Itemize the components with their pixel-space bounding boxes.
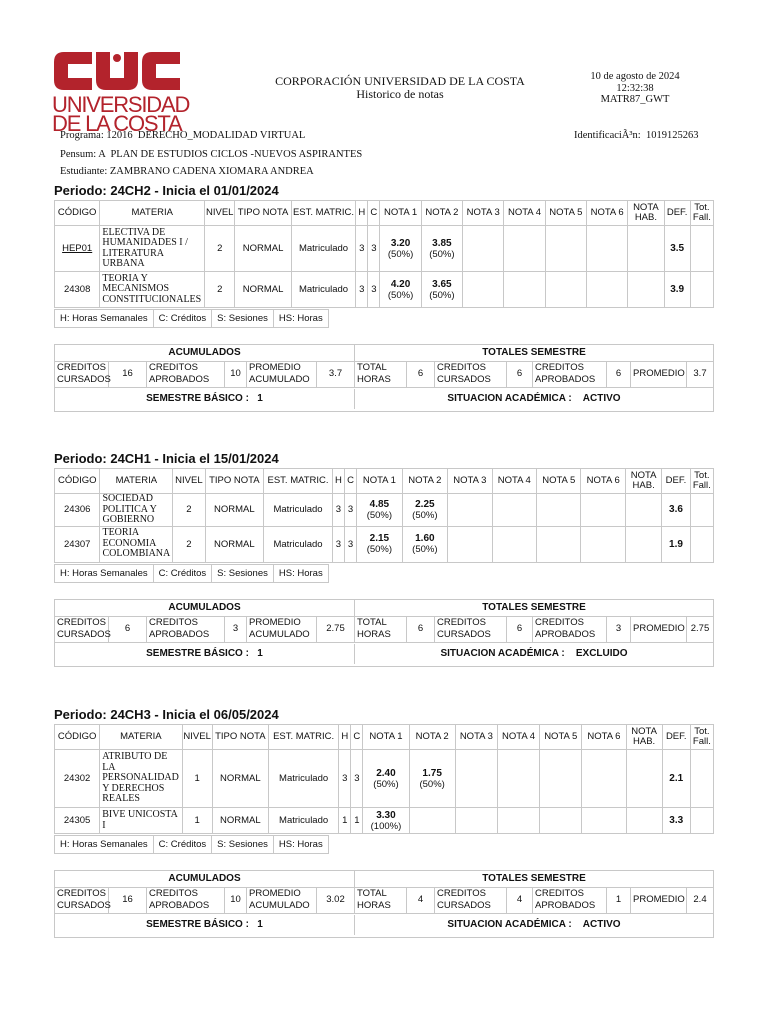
report-title: Historico de notas — [356, 87, 444, 101]
empty-grade-cell — [492, 526, 536, 562]
pensum-label: Pensum: A PLAN DE ESTUDIOS CICLOS -NUEVOS ASPIRANTES — [60, 149, 363, 160]
column-header: C — [345, 469, 357, 494]
basic-semester-value: 1 — [257, 919, 263, 930]
basic-semester — [55, 915, 355, 935]
semester-average-label: PROMEDIO — [631, 616, 687, 642]
column-header: DEF. — [662, 725, 690, 750]
empty-grade-cell — [448, 526, 492, 562]
grades-header-row — [55, 201, 714, 226]
empty-grade-cell — [540, 808, 582, 834]
grade-2-value: 2.25 — [415, 498, 435, 510]
column-header: NOTA 6 — [582, 725, 626, 750]
total-hours: 6 — [407, 616, 435, 642]
basic-semester-label: SEMESTRE BÁSICO : — [146, 647, 249, 659]
report-time: 12:32:38 — [616, 82, 654, 94]
semester-credits-taken: 6 — [507, 361, 533, 387]
semester-credits-taken-label: CREDITOS CURSADOS — [435, 361, 507, 387]
column-header: MATERIA — [100, 469, 173, 494]
column-header: CÓDIGO — [55, 725, 100, 750]
credits: 1 — [351, 808, 363, 834]
semester-credits-passed-label: CREDITOS APROBADOS — [533, 887, 607, 913]
empty-grade-cell — [628, 226, 664, 272]
semester-credits-passed-label: CREDITOS APROBADOS — [533, 616, 607, 642]
column-header: NOTA HAB. — [626, 725, 662, 750]
grade-2-weight: (50%) — [419, 778, 445, 790]
accumulated-credits-taken-label: CREDITOS CURSADOS — [57, 616, 111, 640]
column-header: NOTA 1 — [363, 725, 409, 750]
course-code: 24305 — [63, 815, 91, 826]
grades-table — [54, 468, 714, 563]
column-header: NOTA 2 — [409, 725, 455, 750]
column-header: NIVEL — [173, 469, 205, 494]
final-grade: 2.1 — [662, 750, 690, 808]
basic-semester — [55, 389, 355, 409]
course-level: 2 — [173, 526, 205, 562]
semester-average-label: PROMEDIO — [631, 887, 687, 913]
legend-item: S: Sesiones — [212, 836, 274, 854]
cuc-logo-mark — [52, 48, 182, 94]
absences-cell — [690, 526, 713, 562]
grade-1-weight: (50%) — [387, 289, 414, 301]
legend-item: HS: Horas — [273, 836, 328, 854]
column-header: TIPO NOTA — [205, 469, 264, 494]
semester-average: 2.75 — [690, 622, 710, 634]
course-name: BIVE UNICOSTA I — [100, 808, 182, 834]
grade-2-weight: (50%) — [429, 248, 455, 260]
period-title: Periodo: 24CH3 - Inicia el 06/05/2024 — [54, 707, 279, 722]
accumulated-credits-passed: 10 — [225, 361, 247, 387]
grades-header-row — [55, 469, 714, 494]
academic-status-label: SITUACION ACADÉMICA : — [447, 393, 572, 404]
accumulated-average: 3.02 — [317, 887, 355, 913]
course-code-cell — [55, 272, 100, 308]
academic-status-value: ACTIVO — [582, 393, 621, 404]
column-header: C — [368, 201, 380, 226]
weekly-hours: 3 — [356, 226, 368, 272]
column-header: NOTA 4 — [497, 725, 539, 750]
legend-table — [54, 564, 329, 583]
grade-type: NORMAL — [235, 226, 291, 272]
column-header: NOTA 2 — [421, 201, 462, 226]
grade-1-value: 4.85 — [369, 498, 390, 510]
semester-summary — [54, 599, 714, 667]
empty-grade-cell — [626, 750, 662, 808]
credits: 3 — [345, 494, 357, 527]
grade-type: NORMAL — [212, 808, 268, 834]
column-header: Tot. Fall. — [690, 725, 713, 750]
empty-grade-cell — [628, 272, 664, 308]
column-header: NOTA 1 — [357, 469, 402, 494]
column-header: NOTA 5 — [545, 201, 586, 226]
academic-status-value: EXCLUIDO — [575, 647, 628, 659]
enrollment-status: Matriculado — [268, 808, 338, 834]
report-code: MATR87_GWT — [600, 94, 670, 105]
grade-2-cell — [421, 272, 462, 308]
credits: 3 — [345, 526, 357, 562]
course-code: 24308 — [63, 284, 91, 295]
grade-1-cell — [357, 526, 402, 562]
column-header: C — [351, 725, 363, 750]
semester-totals-heading: TOTALES SEMESTRE — [482, 873, 586, 884]
legend-item: S: Sesiones — [212, 310, 274, 328]
column-header: NOTA 4 — [492, 469, 536, 494]
accumulated-heading: ACUMULADOS — [55, 871, 355, 887]
total-hours: 6 — [407, 361, 435, 387]
semester-credits-passed: 3 — [607, 616, 631, 642]
course-code-cell — [55, 750, 100, 808]
empty-grade-cell — [448, 494, 492, 527]
column-header: CÓDIGO — [55, 469, 100, 494]
academic-status — [355, 915, 713, 935]
final-grade: 3.5 — [664, 226, 690, 272]
semester-credits-passed: 1 — [607, 887, 631, 913]
legend-item: HS: Horas — [273, 564, 328, 582]
table-row — [55, 808, 714, 834]
university-logo — [52, 48, 190, 136]
course-code-link[interactable]: HEP01 — [62, 243, 93, 254]
empty-grade-cell — [545, 226, 586, 272]
column-header: NOTA HAB. — [628, 201, 664, 226]
course-code: 24307 — [64, 538, 91, 550]
period-title: Periodo: 24CH2 - Inicia el 01/01/2024 — [54, 183, 279, 198]
empty-grade-cell — [626, 808, 662, 834]
empty-grade-cell — [540, 750, 582, 808]
accumulated-credits-passed-label: CREDITOS APROBADOS — [147, 361, 225, 387]
total-hours: 4 — [407, 887, 435, 913]
grade-type: NORMAL — [235, 272, 291, 308]
column-header: TIPO NOTA — [235, 201, 291, 226]
report-date: 10 de agosto de 2024 — [590, 71, 680, 82]
period-section — [54, 450, 714, 667]
semester-totals-heading: TOTALES SEMESTRE — [482, 347, 586, 358]
course-code-cell[interactable] — [55, 226, 100, 272]
empty-grade-cell — [463, 226, 504, 272]
column-header: NOTA 5 — [540, 725, 582, 750]
grade-2-weight: (50%) — [412, 509, 438, 521]
logo-line-1: UNIVERSIDAD — [52, 92, 190, 117]
semester-credits-taken: 4 — [507, 887, 533, 913]
empty-grade-cell — [492, 494, 536, 527]
empty-grade-cell — [504, 272, 545, 308]
semester-average: 3.7 — [693, 368, 707, 379]
grades-table — [54, 724, 714, 834]
legend-item: C: Créditos — [153, 564, 212, 582]
period-section — [54, 182, 714, 412]
enrollment-status: Matriculado — [264, 494, 333, 527]
institution-name: CORPORACIÓN UNIVERSIDAD DE LA COSTA — [275, 74, 525, 88]
semester-credits-taken: 6 — [507, 616, 533, 642]
grade-2-value: 1.60 — [415, 533, 435, 544]
column-header: H — [356, 201, 368, 226]
enrollment-status: Matriculado — [268, 750, 338, 808]
course-code-cell — [55, 808, 100, 834]
course-name: ATRIBUTO DE LA PERSONALIDAD Y DERECHOS REALES — [100, 750, 182, 808]
total-hours-label: TOTAL HORAS — [355, 361, 407, 387]
grades-table — [54, 200, 714, 308]
final-grade: 3.6 — [662, 494, 690, 527]
course-name: SOCIEDAD POLITICA Y GOBIERNO — [100, 494, 173, 527]
legend-item: H: Horas Semanales — [55, 310, 154, 328]
period-section — [54, 706, 714, 938]
grade-1-cell — [363, 808, 409, 834]
course-name: TEORIA Y MECANISMOS CONSTITUCIONALES — [100, 272, 205, 308]
course-code-cell — [55, 526, 100, 562]
grade-1-cell — [363, 750, 409, 808]
report-timestamp — [570, 71, 700, 106]
column-header: NOTA 5 — [537, 469, 581, 494]
column-header: H — [332, 469, 344, 494]
semester-average: 2.4 — [693, 894, 707, 905]
program-label: Programa: 12016 DERECHO_MODALIDAD VIRTUAL — [60, 130, 306, 141]
basic-semester-label: SEMESTRE BÁSICO : — [146, 393, 249, 404]
grade-1-cell — [380, 226, 421, 272]
empty-grade-cell — [586, 272, 627, 308]
legend-item: C: Créditos — [153, 310, 212, 328]
column-header: H — [339, 725, 351, 750]
enrollment-status: Matriculado — [291, 226, 355, 272]
empty-grade-cell — [581, 526, 625, 562]
accumulated-average-label: PROMEDIO ACUMULADO — [247, 361, 317, 387]
grade-1-weight: (100%) — [370, 820, 402, 832]
absences-cell — [690, 808, 713, 834]
grade-2-value: 3.85 — [432, 237, 452, 249]
accumulated-credits-taken: 16 — [109, 887, 147, 913]
column-header: NOTA 1 — [380, 201, 421, 226]
legend-table — [54, 309, 329, 328]
basic-semester — [55, 644, 355, 664]
grade-1-value: 3.30 — [376, 809, 396, 821]
accumulated-heading: ACUMULADOS — [55, 600, 355, 616]
weekly-hours: 1 — [339, 808, 351, 834]
accumulated-credits-taken-label: CREDITOS CURSADOS — [57, 888, 111, 911]
student-name-label: Estudiante: ZAMBRANO CADENA XIOMARA ANDREA — [60, 166, 314, 177]
enrollment-status: Matriculado — [291, 272, 355, 308]
legend-item: HS: Horas — [273, 310, 328, 328]
absences-cell — [690, 272, 713, 308]
legend-item: S: Sesiones — [212, 564, 274, 582]
semester-average-label: PROMEDIO — [631, 361, 687, 387]
column-header: NOTA 3 — [463, 201, 504, 226]
course-name: ELECTIVA DE HUMANIDADES I / LITERATURA URBANA — [100, 226, 205, 272]
course-code: 24302 — [63, 773, 91, 784]
column-header: NOTA 2 — [402, 469, 447, 494]
accumulated-credits-taken: 6 — [109, 616, 147, 642]
grade-2-cell — [409, 808, 455, 834]
weekly-hours: 3 — [339, 750, 351, 808]
grade-2-weight: (50%) — [429, 289, 455, 301]
grade-1-weight: (50%) — [373, 778, 399, 790]
column-header: EST. MATRIC. — [291, 201, 355, 226]
empty-grade-cell — [537, 526, 581, 562]
semester-summary — [54, 870, 714, 938]
empty-grade-cell — [504, 226, 545, 272]
grade-1-value: 3.20 — [390, 237, 411, 249]
semester-credits-taken-label: CREDITOS CURSADOS — [435, 616, 507, 642]
grade-type: NORMAL — [205, 526, 264, 562]
column-header: NOTA 6 — [586, 201, 627, 226]
grade-2-value: 3.65 — [432, 278, 452, 290]
empty-grade-cell — [497, 808, 539, 834]
column-header: TIPO NOTA — [212, 725, 268, 750]
column-header: CÓDIGO — [55, 201, 100, 226]
basic-semester-label: SEMESTRE BÁSICO : — [146, 919, 249, 930]
basic-semester-value: 1 — [257, 393, 263, 404]
accumulated-credits-taken: 16 — [109, 361, 147, 387]
grades-header-row — [55, 725, 714, 750]
basic-semester-value: 1 — [257, 647, 263, 659]
course-level: 2 — [173, 494, 205, 527]
column-header: NOTA 3 — [448, 469, 492, 494]
column-header: NOTA 6 — [581, 469, 625, 494]
accumulated-credits-passed: 10 — [225, 887, 247, 913]
semester-credits-passed-label: CREDITOS APROBADOS — [533, 361, 607, 387]
course-level: 1 — [182, 808, 212, 834]
empty-grade-cell — [586, 226, 627, 272]
weekly-hours: 3 — [332, 526, 344, 562]
legend-item: H: Horas Semanales — [55, 564, 154, 582]
column-header: NIVEL — [182, 725, 212, 750]
column-header: MATERIA — [100, 201, 205, 226]
grade-2-cell — [402, 494, 447, 527]
academic-status — [355, 644, 713, 664]
table-row — [55, 226, 714, 272]
academic-status-label: SITUACION ACADÉMICA : — [447, 919, 572, 930]
column-header: NOTA 3 — [455, 725, 497, 750]
course-level: 2 — [205, 226, 235, 272]
grade-type: NORMAL — [212, 750, 268, 808]
semester-credits-taken-label: CREDITOS CURSADOS — [435, 887, 507, 913]
grade-1-value: 4.20 — [390, 278, 411, 290]
absences-cell — [690, 750, 713, 808]
table-row — [55, 526, 714, 562]
legend-item: C: Créditos — [153, 836, 212, 854]
accumulated-credits-passed-label: CREDITOS APROBADOS — [147, 616, 225, 642]
enrollment-status: Matriculado — [264, 526, 333, 562]
empty-grade-cell — [455, 808, 497, 834]
grade-1-value: 2.40 — [376, 767, 396, 779]
column-header: NOTA HAB. — [625, 469, 661, 494]
total-hours-label: TOTAL HORAS — [355, 887, 407, 913]
credits: 3 — [368, 226, 380, 272]
period-title: Periodo: 24CH1 - Inicia el 15/01/2024 — [54, 451, 279, 466]
course-level: 2 — [205, 272, 235, 308]
accumulated-credits-taken-label: CREDITOS CURSADOS — [57, 362, 111, 385]
grade-2-value: 1.75 — [422, 767, 442, 779]
empty-grade-cell — [625, 494, 661, 527]
column-header: DEF. — [664, 201, 690, 226]
column-header: Tot. Fall. — [690, 201, 713, 226]
weekly-hours: 3 — [356, 272, 368, 308]
course-code-cell — [55, 494, 100, 527]
grade-1-cell — [380, 272, 421, 308]
column-header: Tot. Fall. — [690, 469, 713, 494]
empty-grade-cell — [625, 526, 661, 562]
accumulated-average: 3.7 — [317, 361, 355, 387]
course-code: 24306 — [64, 504, 91, 516]
grade-2-cell — [409, 750, 455, 808]
grade-2-cell — [421, 226, 462, 272]
grade-1-cell — [357, 494, 402, 527]
accumulated-average-label: PROMEDIO ACUMULADO — [247, 616, 317, 642]
column-header: MATERIA — [100, 725, 182, 750]
grade-1-weight: (50%) — [366, 509, 393, 521]
empty-grade-cell — [497, 750, 539, 808]
course-name: TEORIA ECONOMIA COLOMBIANA — [100, 526, 173, 562]
empty-grade-cell — [545, 272, 586, 308]
academic-status-label: SITUACION ACADÉMICA : — [440, 647, 565, 659]
accumulated-average: 2.75 — [317, 616, 355, 642]
semester-summary — [54, 344, 714, 412]
legend-item: H: Horas Semanales — [55, 836, 154, 854]
identification-label: IdentificaciÃ³n: 1019125263 — [574, 130, 699, 141]
accumulated-credits-passed: 3 — [225, 616, 247, 642]
accumulated-credits-passed-label: CREDITOS APROBADOS — [147, 887, 225, 913]
semester-totals-heading: TOTALES SEMESTRE — [482, 601, 586, 613]
empty-grade-cell — [537, 494, 581, 527]
column-header: DEF. — [662, 469, 690, 494]
total-hours-label: TOTAL HORAS — [355, 616, 407, 642]
absences-cell — [690, 226, 713, 272]
grade-1-weight: (50%) — [366, 544, 393, 555]
table-row — [55, 272, 714, 308]
semester-credits-passed: 6 — [607, 361, 631, 387]
empty-grade-cell — [582, 750, 626, 808]
final-grade: 1.9 — [662, 526, 690, 562]
accumulated-average-label: PROMEDIO ACUMULADO — [247, 887, 317, 913]
grade-2-weight: (50%) — [412, 544, 438, 555]
column-header: EST. MATRIC. — [268, 725, 338, 750]
table-row — [55, 750, 714, 808]
column-header: NIVEL — [205, 201, 235, 226]
grade-1-weight: (50%) — [387, 248, 414, 260]
empty-grade-cell — [581, 494, 625, 527]
grade-2-cell — [402, 526, 447, 562]
final-grade: 3.3 — [662, 808, 690, 834]
absences-cell — [690, 494, 713, 527]
academic-status-value: ACTIVO — [582, 919, 621, 930]
legend-table — [54, 835, 329, 854]
column-header: EST. MATRIC. — [264, 469, 333, 494]
grade-1-value: 2.15 — [369, 533, 390, 544]
course-level: 1 — [182, 750, 212, 808]
credits: 3 — [351, 750, 363, 808]
empty-grade-cell — [582, 808, 626, 834]
credits: 3 — [368, 272, 380, 308]
accumulated-heading: ACUMULADOS — [55, 345, 355, 361]
weekly-hours: 3 — [332, 494, 344, 527]
logo-line-2: DE LA COSTA — [52, 111, 182, 136]
empty-grade-cell — [463, 272, 504, 308]
report-header — [230, 75, 570, 101]
grade-type: NORMAL — [205, 494, 264, 527]
table-row — [55, 494, 714, 527]
column-header: NOTA 4 — [504, 201, 545, 226]
empty-grade-cell — [455, 750, 497, 808]
academic-status — [355, 389, 713, 409]
final-grade: 3.9 — [664, 272, 690, 308]
